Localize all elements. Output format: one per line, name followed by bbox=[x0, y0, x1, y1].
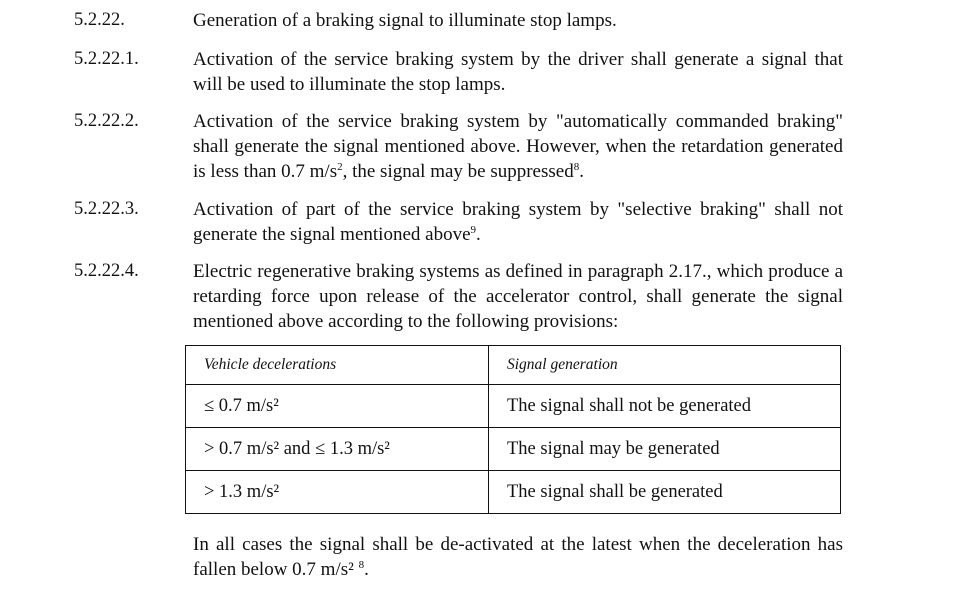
table-row bbox=[186, 471, 841, 514]
paragraph-number: 5.2.22.2. bbox=[74, 111, 139, 131]
paragraph-number: 5.2.22.1. bbox=[74, 49, 139, 69]
deceleration-cell: ≤ 0.7 m/s² bbox=[186, 385, 489, 428]
text-part: . bbox=[579, 161, 584, 182]
table-row bbox=[186, 428, 841, 471]
text-part: Activation of the service braking system by "automatically commanded braking" shall generate the signal mentioned above. However, when the retardation generated is less than 0.7 m/s bbox=[193, 111, 843, 182]
column-header-decelerations: Vehicle decelerations bbox=[186, 346, 489, 385]
paragraph-text: Activation of the service braking system by the driver shall generate a signal that will be used to illuminate the stop lamps. bbox=[193, 49, 843, 95]
paragraph-number: 5.2.22. bbox=[74, 10, 125, 30]
paragraph-number: 5.2.22.3. bbox=[74, 199, 139, 219]
paragraph-text bbox=[193, 109, 843, 184]
deceleration-cell: > 0.7 m/s² and ≤ 1.3 m/s² bbox=[186, 428, 489, 471]
signal-cell: The signal shall not be generated bbox=[489, 385, 841, 428]
text-part: . bbox=[364, 559, 369, 580]
table-header-row bbox=[186, 346, 841, 385]
paragraph-text: Electric regenerative braking systems as defined in paragraph 2.17., which produce a retarding force upon release of the accelerator control, shall generate the signal mentioned above according to the following provisions: bbox=[193, 261, 843, 332]
footnote-marker[interactable]: 8 bbox=[573, 161, 580, 173]
signal-cell: The signal shall be generated bbox=[489, 471, 841, 514]
paragraph-text bbox=[193, 197, 843, 247]
footnote-marker[interactable]: 8 bbox=[358, 559, 365, 571]
signal-provisions-table bbox=[185, 345, 841, 514]
text-part: Activation of part of the service braking system by "selective braking" shall not generate the signal mentioned above bbox=[193, 199, 843, 245]
closing-text bbox=[193, 532, 843, 582]
paragraph-text: Generation of a braking signal to illuminate stop lamps. bbox=[193, 10, 617, 31]
text-part: In all cases the signal shall be de-activated at the latest when the deceleration has fallen below 0.7 m/s² bbox=[193, 534, 843, 580]
deceleration-cell: > 1.3 m/s² bbox=[186, 471, 489, 514]
signal-cell: The signal may be generated bbox=[489, 428, 841, 471]
unit-exponent: 2 bbox=[337, 161, 343, 173]
table-row bbox=[186, 385, 841, 428]
paragraph-number: 5.2.22.4. bbox=[74, 261, 139, 281]
text-part: . bbox=[476, 224, 481, 245]
text-part: , the signal may be suppressed bbox=[342, 161, 574, 182]
footnote-marker[interactable]: 9 bbox=[470, 224, 477, 236]
column-header-signal-generation: Signal generation bbox=[489, 346, 841, 385]
